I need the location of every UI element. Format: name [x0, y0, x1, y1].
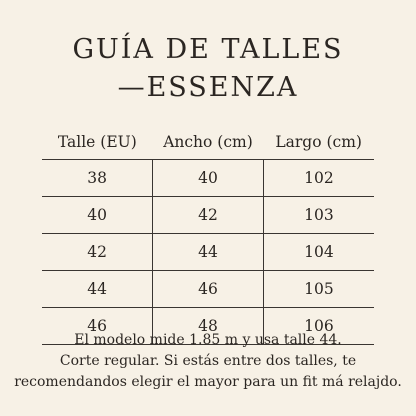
size-cell: 44 — [42, 271, 153, 308]
column-header-length: Largo (cm) — [263, 124, 374, 160]
brand-subtitle: —ESSENZA — [117, 72, 299, 103]
length-cell: 103 — [263, 197, 374, 234]
size-cell: 46 — [42, 308, 153, 345]
table-header-row — [42, 124, 374, 160]
model-info-text: El modelo mide 1.85 m y usa talle 44. — [74, 332, 342, 348]
length-cell: 102 — [263, 160, 374, 197]
fit-advice-text: Corte regular. Si estás entre dos talles, te — [59, 353, 357, 369]
width-cell: 42 — [153, 197, 264, 234]
column-header-width: Ancho (cm) — [153, 124, 264, 160]
fit-advice-text-continued: recomendandos elegir el mayor para un fit má relajdo. — [14, 374, 402, 390]
fit-note — [0, 330, 416, 393]
width-cell: 40 — [153, 160, 264, 197]
page-title: GUÍA DE TALLES — [72, 34, 344, 65]
column-header-size: Talle (EU) — [42, 124, 153, 160]
width-cell: 46 — [153, 271, 264, 308]
length-cell: 105 — [263, 271, 374, 308]
width-cell: 44 — [153, 234, 264, 271]
table-row — [42, 197, 374, 234]
size-cell: 42 — [42, 234, 153, 271]
table-row — [42, 160, 374, 197]
size-table — [42, 124, 374, 345]
length-cell: 104 — [263, 234, 374, 271]
size-cell: 40 — [42, 197, 153, 234]
table-row — [42, 271, 374, 308]
table-row — [42, 234, 374, 271]
length-cell: 106 — [263, 308, 374, 345]
width-cell: 48 — [153, 308, 264, 345]
size-cell: 38 — [42, 160, 153, 197]
